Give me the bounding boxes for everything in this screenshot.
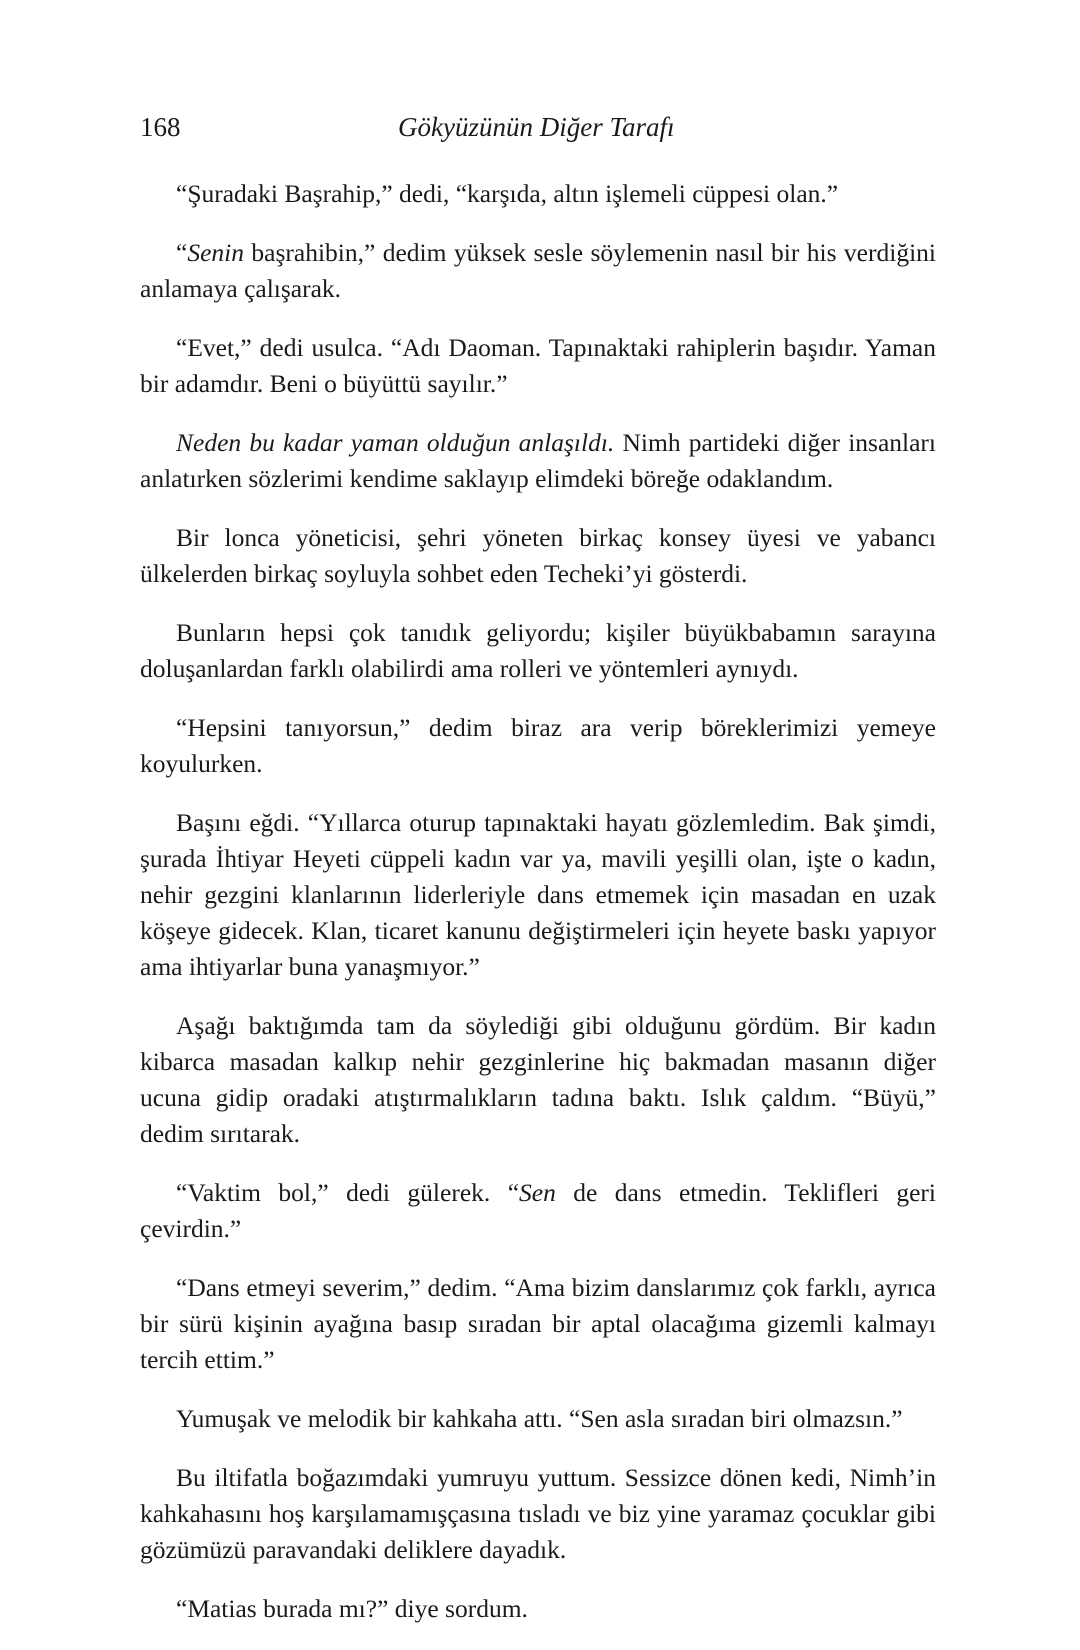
body-text [140, 176, 936, 1650]
paragraph-text: başrahibin,” dedim yüksek sesle söylemenin nasıl bir his verdiğini anlamaya çalışarak. [140, 238, 936, 303]
paragraph-text: Yumuşak ve melodik bir kahkaha attı. “Sen asla sıradan biri olmazsın.” [176, 1404, 903, 1433]
page-header [140, 112, 940, 148]
italic-text: Neden bu kadar yaman olduğun anlaşıldı. [176, 428, 615, 457]
italic-text: Senin [187, 238, 244, 267]
paragraph-5 [140, 520, 936, 592]
italic-text: Sen [519, 1178, 556, 1207]
paragraph-text: Başını eğdi. “Yıllarca oturup tapınaktaki hayatı gözlemledim. Bak şimdi, şurada İhtiyar Heyeti cüppeli kadın var ya, mavili yeşilli olan, işte o kadın, nehir gezgini klanlarının liderleriyle dans etmemek için masadan en uzak köşeye gidecek. Klan, ticaret kanunu değiştirmeleri için heyete baskı yapıyor ama ihtiyarlar buna yanaşmıyor.” [140, 808, 936, 981]
paragraph-text: “Şuradaki Başrahip,” dedi, “karşıda, altın işlemeli cüppesi olan.” [176, 179, 839, 208]
paragraph-text: Bu iltifatla boğazımdaki yumruyu yuttum. Sessizce dönen kedi, Nimh’in kahkahasını hoş karşılamamışçasına tısladı ve biz yine yaramaz çocuklar gibi gözümüzü paravandaki deliklere dayadık. [140, 1463, 936, 1564]
paragraph-text: Bir lonca yöneticisi, şehri yöneten birkaç konsey üyesi ve yabancı ülkelerden birkaç soyluyla sohbet eden Techeki’yi gösterdi. [140, 523, 936, 588]
paragraph-7 [140, 710, 936, 782]
paragraph-1 [140, 176, 936, 212]
paragraph-11 [140, 1270, 936, 1378]
paragraph-9 [140, 1008, 936, 1152]
paragraph-text: Bunların hepsi çok tanıdık geliyordu; kişiler büyükbabamın sarayına doluşanlardan farklı olabilirdi ama rolleri ve yöntemleri aynıydı. [140, 618, 936, 683]
paragraph-text: Aşağı baktığımda tam da söylediği gibi olduğunu gördüm. Bir kadın kibarca masadan kalkıp nehir gezginlerine hiç bakmadan masanın diğer ucuna gidip oradaki atıştırmalıkların tadına baktı. Islık çaldım. “Büyü,” dedim sırıtarak. [140, 1011, 936, 1148]
paragraph-2 [140, 235, 936, 307]
page-number: 168 [140, 112, 181, 142]
paragraph-text: Nimh partideki diğer insanları anlatırken sözlerimi kendime saklayıp elimdeki böreğe odaklandım. [140, 428, 937, 493]
running-title: Gökyüzünün Diğer Tarafı [398, 112, 675, 142]
paragraph-4 [140, 425, 936, 497]
paragraph-8 [140, 805, 936, 985]
paragraph-3 [140, 330, 936, 402]
paragraph-text: “ [176, 238, 188, 267]
paragraph-14 [140, 1591, 936, 1627]
paragraph-text: “Vaktim bol,” dedi gülerek. “ [176, 1178, 520, 1207]
paragraph-10 [140, 1175, 936, 1247]
paragraph-12 [140, 1401, 936, 1437]
paragraph-text: “Hepsini tanıyorsun,” dedim biraz ara verip böreklerimizi yemeye koyulurken. [140, 713, 936, 778]
paragraph-text: “Dans etmeyi severim,” dedim. “Ama bizim danslarımız çok farklı, ayrıca bir sürü kişinin ayağına basıp sıradan bir aptal olacağıma gizemli kalmayı tercih ettim.” [140, 1273, 936, 1374]
paragraph-text: “Evet,” dedi usulca. “Adı Daoman. Tapınaktaki rahiplerin başıdır. Yaman bir adamdır. Beni o büyüttü sayılır.” [140, 333, 936, 398]
paragraph-13 [140, 1460, 936, 1568]
paragraph-text: de dans etmedin. Teklifleri geri çevirdin.” [140, 1178, 936, 1243]
paragraph-6 [140, 615, 936, 687]
paragraph-text: “Matias burada mı?” diye sordum. [176, 1594, 528, 1623]
